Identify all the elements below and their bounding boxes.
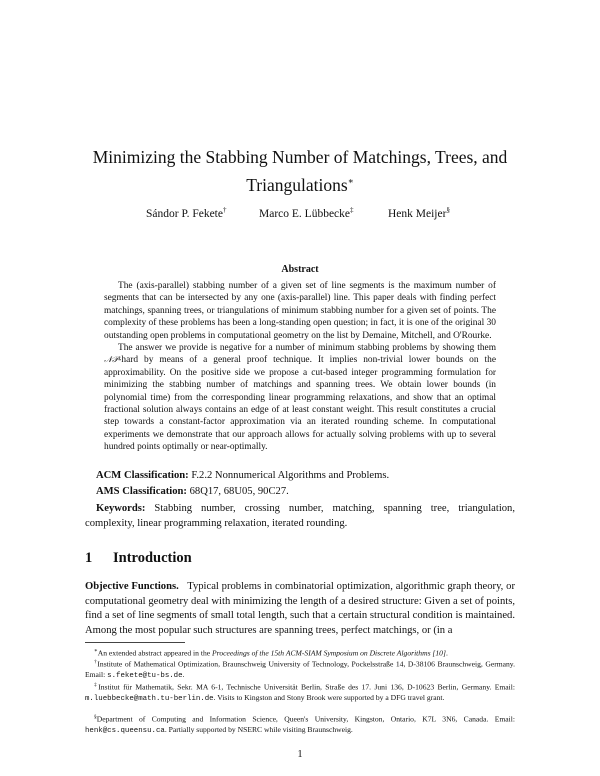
paragraph-text: Typical problems in combinatorial optimization, algorithmic graph theory, or computational geometry deal with minimizing the length of a desired structure: Given a set of points, find a set of line segments of small total length, such that a certain structural condition is maintained. Among the most popular such structures are spanning trees, perfect matchings, or (in a bbox=[85, 581, 515, 636]
footnote-text: Institut für Mathematik, Sekr. MA 6-1, Technische Universität Berlin, Straße des 17. Juni 136, D-10623 Berlin, Germany. Email: bbox=[98, 682, 516, 692]
footnote-3 bbox=[85, 680, 515, 705]
keywords bbox=[85, 502, 515, 531]
footnote-email[interactable]: henk@cs.queensu.ca bbox=[85, 727, 165, 736]
author-fekete bbox=[146, 206, 226, 220]
acm-value: F.2.2 Nonnumerical Algorithms and Problems. bbox=[191, 470, 390, 481]
abstract-p2-start: The answer we provide is negative for a number of minimum stabbing problems by showing them bbox=[118, 343, 496, 354]
abstract-p2-end: -hard by means of a general proof technique. It implies non-trivial lower bounds on the approximability. On the positive side we propose a cut-based integer programming formulation for minimizing the stabbing number of matchings and spanning trees. We obtain lower bounds (in polynomial time) from the corresponding linear programming relaxations, and show that an optimal fractional solution always contains an edge of at least constant weight. This result constitutes a crucial step towards a constant-factor approximation via an iterated rounding scheme. In computational experiments we demonstrate that our approach allows for actually solving problems with up to several hundred points optimally or near-optimally. bbox=[104, 355, 496, 453]
footnote-email[interactable]: m.luebbecke@math.tu-berlin.de bbox=[85, 695, 214, 704]
footnote-text-end: . Partially supported by NSERC while visiting Braunschweig. bbox=[164, 725, 353, 735]
footnote-mark: ‡ bbox=[94, 682, 99, 688]
author-name: Marco E. Lübbecke bbox=[259, 207, 351, 220]
footnote-citation: Proceedings of the 15th ACM-SIAM Symposium on Discrete Algorithms [10] bbox=[212, 648, 446, 658]
footnote-rule bbox=[85, 642, 185, 643]
intro-paragraph-text bbox=[85, 580, 515, 638]
footnote-text: Department of Computing and Information Science, Queen's University, Kingston, Ontario, K7L 3N6, Canada. Email: bbox=[96, 714, 515, 724]
author-meijer bbox=[388, 206, 450, 220]
ams-label: AMS Classification: bbox=[96, 486, 187, 497]
author-mark: ‡ bbox=[350, 206, 354, 214]
abstract-paragraph-1: The (axis-parallel) stabbing number of a given set of line segments is the maximum number of segments that can be intersected by any one (axis-parallel) line. This paper deals with finding perfect matchings, spanning trees, or triangulations of minimum stabbing number for a given set of points. The complexity of these problems has been a long-standing open question; in fact, it is one of the original 30 outstanding open problems in computational geometry on the list by Demaine, Mitchell, and O'Rourke. bbox=[104, 281, 496, 341]
intro-paragraph bbox=[85, 580, 515, 638]
acm-label: ACM Classification: bbox=[96, 470, 189, 481]
np-symbol: 𝒩𝒫 bbox=[104, 355, 119, 366]
author-mark: § bbox=[446, 206, 450, 214]
footnote-text: Institute of Mathematical Optimization, Braunschweig University of Technology, Pockelsstraße 14, D-38106 Braunschweig, Germany. Email: bbox=[85, 659, 515, 680]
footnote-mark: † bbox=[94, 659, 98, 665]
author-name: Sándor P. Fekete bbox=[146, 207, 223, 220]
title-line-2 bbox=[60, 169, 540, 197]
footnote-text-end: . bbox=[182, 670, 185, 680]
footnote-text-end: . Visits to Kingston and Stony Brook were supported by a DFG travel grant. bbox=[213, 693, 445, 703]
section-number: 1 bbox=[85, 550, 93, 566]
section-heading bbox=[85, 550, 192, 567]
page-number: 1 bbox=[297, 749, 303, 760]
abstract-heading: Abstract bbox=[281, 264, 319, 275]
keywords-value: Stabbing number, crossing number, matching, spanning tree, triangulation, complexity, linear programming relaxation, iterated rounding. bbox=[85, 503, 516, 529]
keywords-label: Keywords: bbox=[96, 503, 146, 514]
footnote-mark: ∗ bbox=[94, 648, 98, 654]
acm-classification bbox=[96, 470, 516, 481]
footnote-2 bbox=[85, 657, 515, 682]
ams-classification bbox=[96, 486, 516, 497]
footnote-text: An extended abstract appeared in the bbox=[97, 648, 213, 658]
author-name: Henk Meijer bbox=[388, 207, 447, 220]
section-title: Introduction bbox=[113, 550, 192, 566]
abstract-body bbox=[104, 280, 496, 454]
author-mark: † bbox=[222, 206, 227, 214]
paper-title bbox=[60, 145, 540, 197]
footnote-4 bbox=[85, 712, 515, 737]
title-line-1: Minimizing the Stabbing Number of Matchings, Trees, and bbox=[92, 147, 508, 167]
ams-value: 68Q17, 68U05, 90C27. bbox=[189, 486, 289, 497]
paragraph-lead: Objective Functions. bbox=[85, 581, 179, 592]
title-line-2-text: Triangulations bbox=[246, 174, 348, 195]
abstract-paragraph-2 bbox=[104, 342, 496, 454]
title-footnote-mark: ∗ bbox=[347, 176, 354, 186]
author-luebbecke bbox=[259, 206, 354, 220]
footnote-text-end: . bbox=[445, 648, 448, 658]
footnote-mark: § bbox=[94, 714, 97, 720]
footnote-email[interactable]: s.fekete@tu-bs.de bbox=[107, 672, 183, 681]
